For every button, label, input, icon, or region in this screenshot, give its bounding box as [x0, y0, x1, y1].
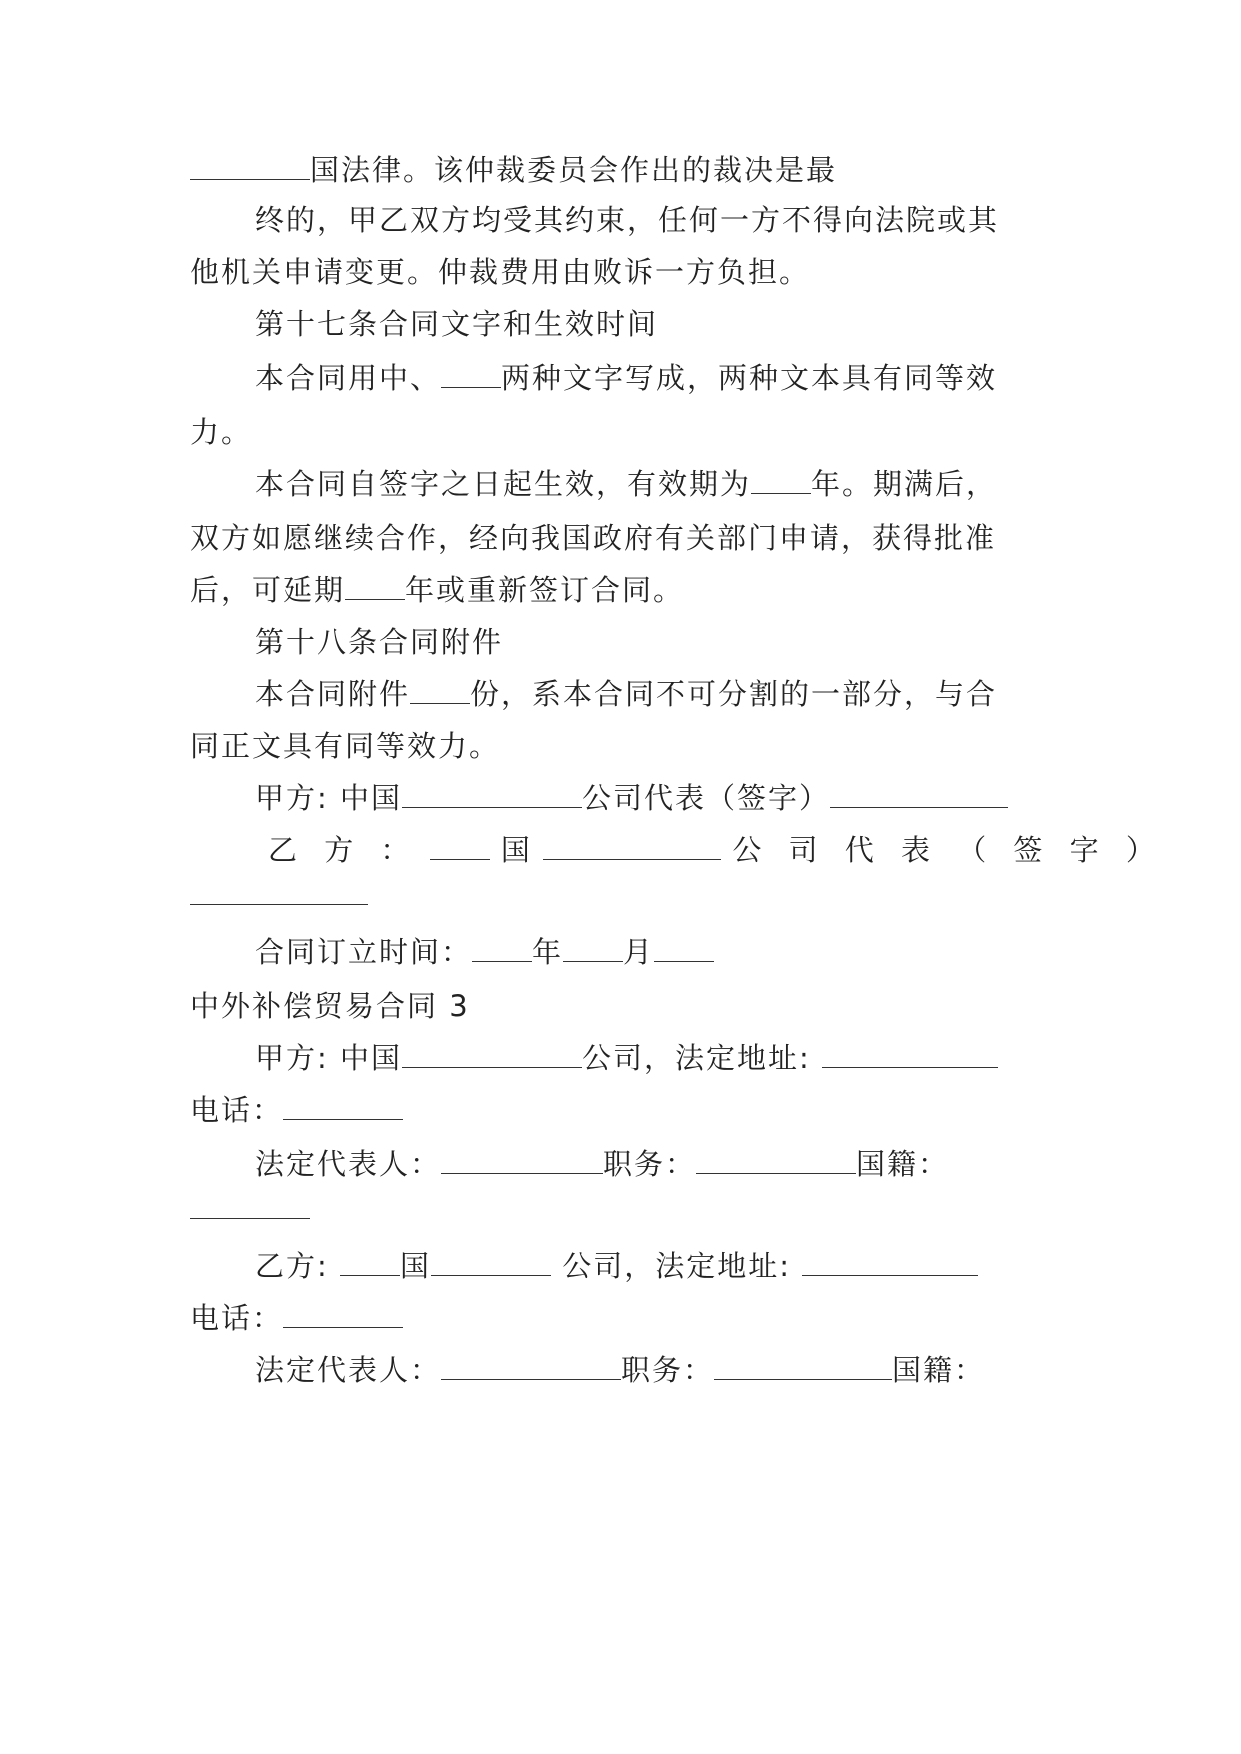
text-line	[190, 726, 500, 766]
line-text: 职务：	[603, 1147, 697, 1181]
line-text: 本合同附件	[255, 677, 411, 711]
line-text: 甲方: 中国	[255, 781, 402, 815]
line-text: 国籍：	[892, 1353, 986, 1387]
fill-in-blank	[441, 1147, 603, 1174]
line-text: 双方如愿继续合作，经向我国政府有关部门申请，获得批准	[190, 521, 997, 555]
fill-in-blank	[190, 1218, 310, 1219]
fill-in-blank	[402, 781, 582, 808]
text-line	[190, 150, 837, 190]
text-line	[190, 518, 996, 558]
fill-in-blank	[190, 153, 310, 180]
line-text: 乙 方 ：	[268, 833, 419, 867]
line-text: 合同订立时间：	[255, 935, 473, 969]
line-text: 第十七条合同文字和生效时间	[255, 307, 659, 341]
line-text: 年。期满后，	[811, 467, 998, 501]
fill-in-blank	[441, 1353, 621, 1380]
fill-in-blank	[563, 935, 623, 962]
line-text: 电话：	[190, 1093, 284, 1127]
fill-in-blank	[430, 833, 490, 860]
legal-rep-line	[255, 1144, 949, 1184]
line-text: 国	[500, 833, 532, 867]
section-heading	[255, 622, 503, 662]
fill-in-blank	[472, 935, 532, 962]
line-text: 后，可延期	[190, 573, 346, 607]
line-text: 力。	[190, 415, 253, 449]
fill-in-blank	[283, 1301, 403, 1328]
line-text: 终的，甲乙双方均受其约束，任何一方不得向法院或其	[255, 203, 1000, 237]
fill-in-blank	[410, 677, 470, 704]
fill-in-blank	[345, 573, 405, 600]
line-text: 第十八条合同附件	[255, 625, 504, 659]
fill-in-blank	[283, 1093, 403, 1120]
line-text: 他机关申请变更。仲裁费用由败诉一方负担。	[190, 255, 811, 289]
fill-in-blank	[830, 781, 1008, 808]
line-text: 公司，法定地址:	[551, 1249, 792, 1283]
text-line	[190, 412, 252, 452]
fill-in-blank	[802, 1249, 978, 1276]
line-text: 同正文具有同等效力。	[190, 729, 501, 763]
fill-in-blank	[714, 1353, 892, 1380]
fill-in-blank	[340, 1249, 400, 1276]
line-text: 职务：	[621, 1353, 715, 1387]
text-line	[255, 358, 997, 398]
legal-rep-line	[255, 1350, 985, 1390]
fill-in-blank	[431, 1249, 551, 1276]
line-text: 公司，法定地址:	[582, 1041, 811, 1075]
line-text: 年或重新签订合同。	[405, 573, 685, 607]
line-text: 公 司 代 表 （ 签 字 ）	[732, 833, 1164, 867]
line-text: 本合同自签字之日起生效，有效期为	[255, 467, 752, 501]
line-text: 月	[623, 935, 655, 969]
line-text: 法定代表人：	[255, 1353, 442, 1387]
text-line	[190, 570, 684, 610]
signature-line-party-a	[255, 778, 1008, 818]
text-line	[190, 252, 810, 292]
signature-line-party-b	[268, 830, 1164, 870]
phone-line	[190, 1090, 403, 1130]
fill-in-blank	[190, 904, 368, 905]
party-a-line	[255, 1038, 998, 1078]
fill-in-blank	[822, 1041, 998, 1068]
text-line	[255, 200, 999, 240]
line-text: 电话：	[190, 1301, 284, 1335]
text-line	[255, 674, 997, 714]
line-text: 国法律。该仲裁委员会作出的裁决是最	[310, 153, 838, 187]
line-text: 份，系本合同不可分割的一部分，与合	[470, 677, 998, 711]
line-text: 法定代表人：	[255, 1147, 442, 1181]
fill-in-blank	[402, 1041, 582, 1068]
document-title	[190, 986, 470, 1026]
fill-in-blank	[654, 935, 714, 962]
line-text: 国	[400, 1249, 432, 1283]
phone-line	[190, 1298, 403, 1338]
fill-in-blank	[696, 1147, 856, 1174]
line-text: 中外补偿贸易合同 3	[190, 989, 470, 1023]
contract-date-line	[255, 932, 714, 972]
line-text: 本合同用中、	[255, 361, 442, 395]
fill-in-blank	[751, 467, 811, 494]
line-text: 公司代表（签字）	[582, 781, 831, 815]
fill-in-blank	[543, 833, 721, 860]
text-line	[255, 464, 997, 504]
line-text: 甲方: 中国	[255, 1041, 402, 1075]
line-text: 两种文字写成，两种文本具有同等效	[501, 361, 998, 395]
line-text: 乙方:	[255, 1249, 340, 1283]
section-heading	[255, 304, 658, 344]
fill-in-blank	[441, 361, 501, 388]
line-text: 国籍：	[856, 1147, 950, 1181]
party-b-line	[255, 1246, 978, 1286]
line-text: 年	[532, 935, 564, 969]
